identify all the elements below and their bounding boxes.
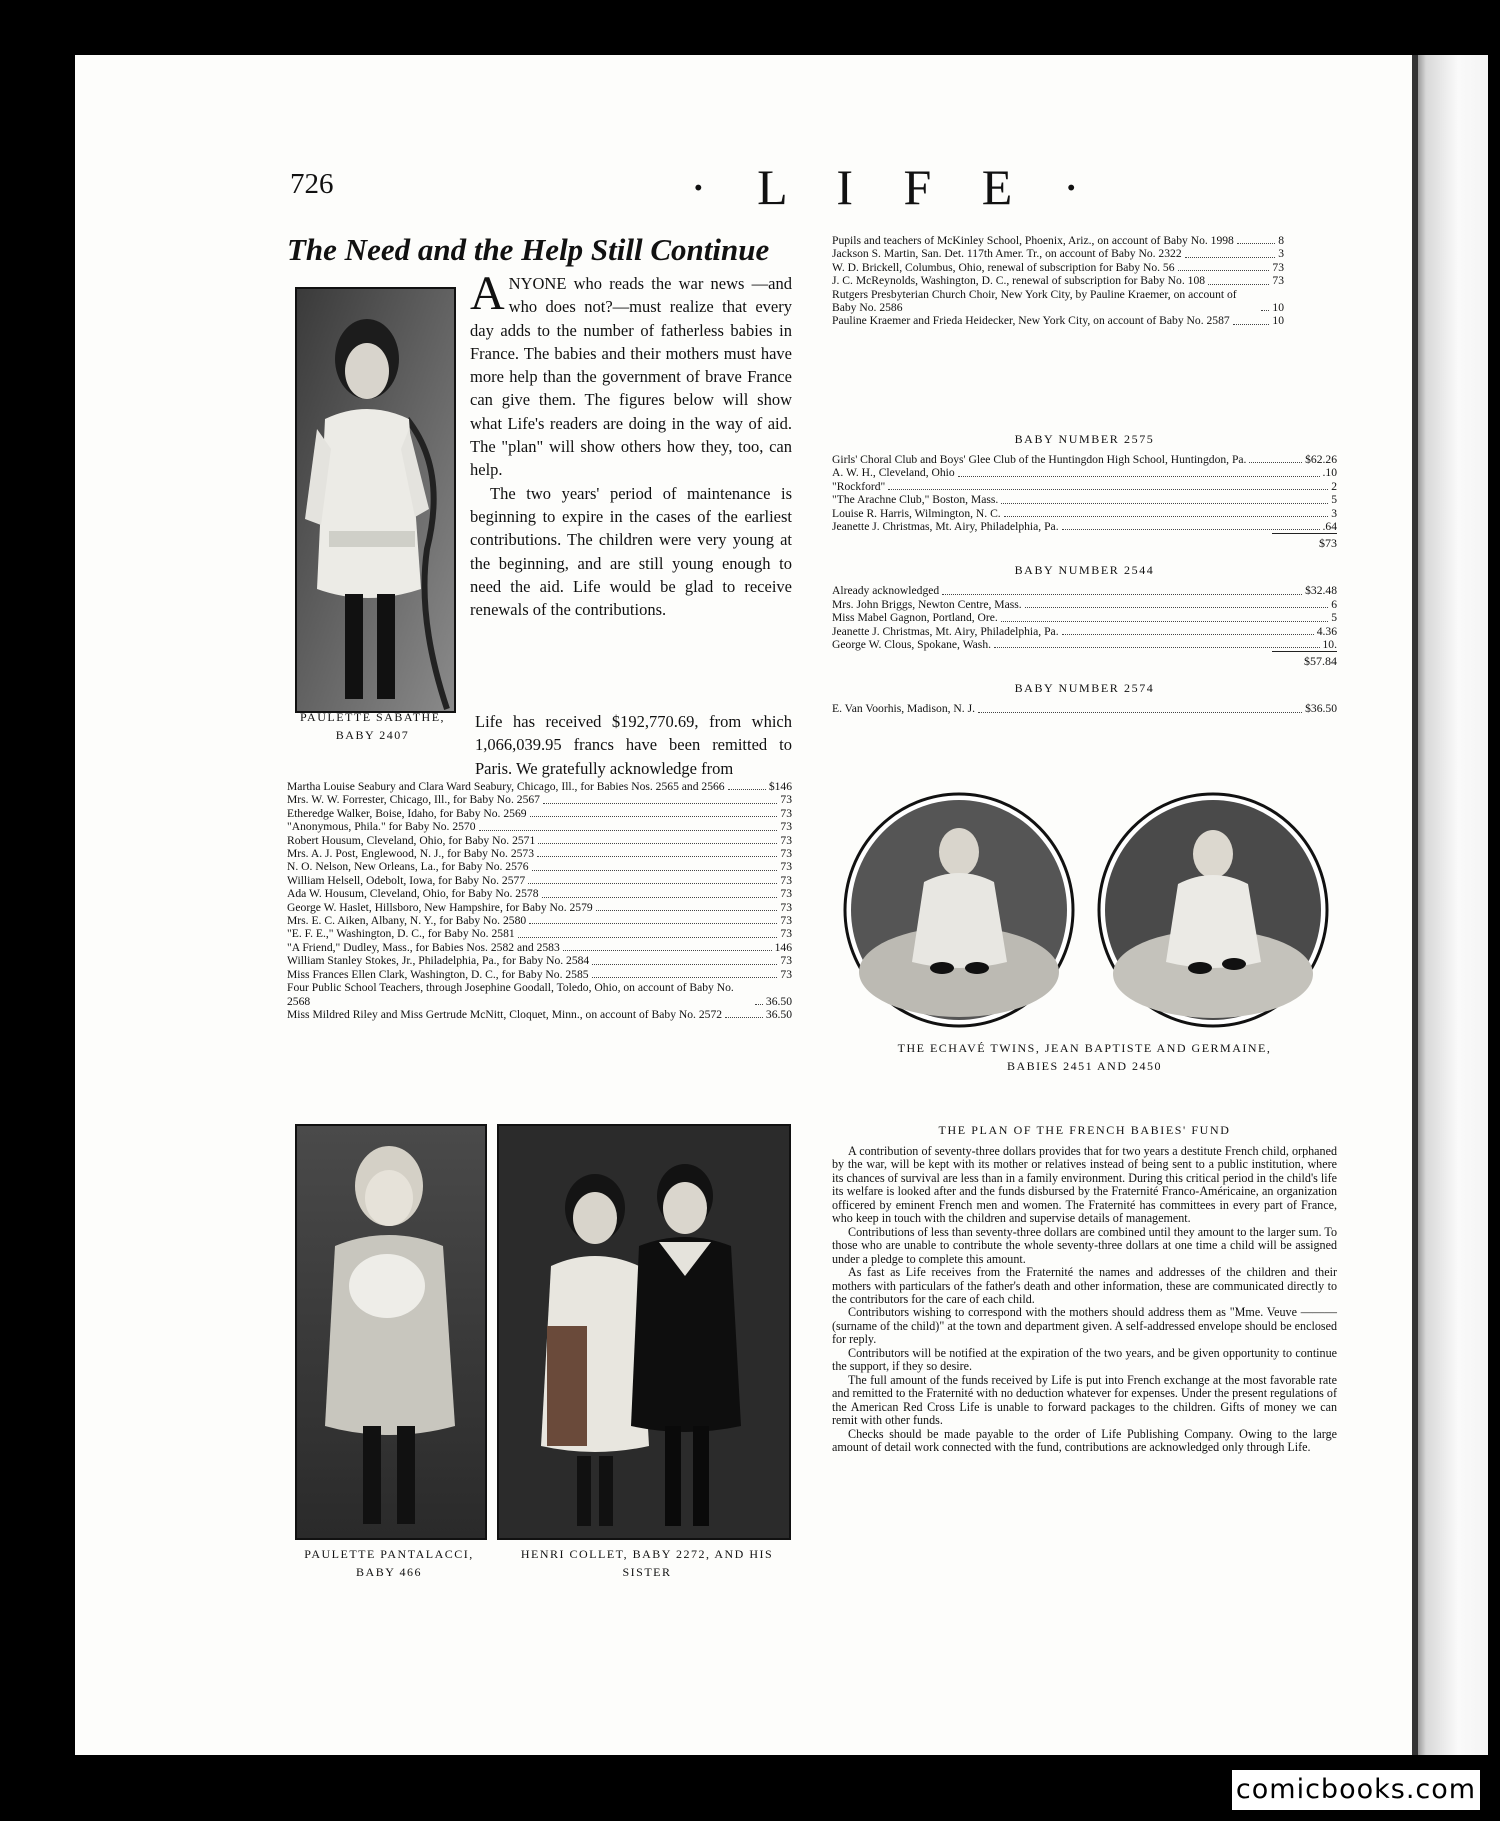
donation-amount: 73 <box>780 793 792 807</box>
dot-leader <box>592 964 777 965</box>
donor-name: E. Van Voorhis, Madison, N. J. <box>832 702 976 716</box>
donation-amount: $36.50 <box>1305 702 1337 716</box>
article-para-2: The two years' period of maintenance is beginning to expire in the cases of the earliest contributions. The children were very young at the beginning, and are still young enough to need the aid. Life would be glad to receive renewals of the contributions. <box>470 483 792 620</box>
donor-name: "Anonymous, Phila." for Baby No. 2570 <box>287 820 476 834</box>
donor-name: Jeanette J. Christmas, Mt. Airy, Philadelphia, Pa. <box>832 520 1059 534</box>
donation-amount: 73 <box>780 967 792 981</box>
donation-amount: 73 <box>780 887 792 901</box>
donor-name: George W. Haslet, Hillsboro, New Hampshire, for Baby No. 2579 <box>287 900 593 914</box>
dot-leader <box>942 594 1302 595</box>
donor-name: "A Friend," Dudley, Mass., for Babies Nos. 2582 and 2583 <box>287 940 560 954</box>
donor-name: Pupils and teachers of McKinley School, Phoenix, Ariz., on account of Baby No. 1998 <box>832 234 1234 247</box>
donor-name: Miss Mildred Riley and Miss Gertrude McNitt, Cloquet, Minn., on account of Baby No. 2572 <box>287 1007 723 1021</box>
dot-leader <box>1237 243 1275 244</box>
donor-name: "E. F. E.," Washington, D. C., for Baby No. 2581 <box>287 927 515 941</box>
donor-name: Jeanette J. Christmas, Mt. Airy, Philadelphia, Pa. <box>832 624 1059 638</box>
plan-paragraph: The full amount of the funds received by Life is put into French exchange at the most favorable rate and remitted to the Fraternité with no deduction whatever for expenses. Under the present regulations of the American Red Cross Life is unable to forward packages to the children. Gifts of money we can remit with other funds. <box>832 1372 1337 1428</box>
page-number: 726 <box>290 168 334 200</box>
baby-number-sections <box>832 432 1337 728</box>
donor-name: Mrs. E. C. Aiken, Albany, N. Y., for Baby No. 2580 <box>287 914 527 928</box>
dot-leader <box>1185 257 1276 258</box>
donation-amount: 73 <box>780 900 792 914</box>
list-item <box>832 507 1337 520</box>
list-item <box>287 941 792 954</box>
plan-paragraph: Checks should be made payable to the order of Life Publishing Company. Owing to the large amount of detail work connected with the fund, contributions are acknowledged only through Life. <box>832 1426 1337 1454</box>
dot-leader <box>529 923 777 924</box>
plan-paragraph: As fast as Life receives from the Fraternité the names and addresses of the children and their mothers with particulars of the father's death and other information, these are communicated directly to the contributors for the care of each child. <box>832 1265 1337 1306</box>
donor-name: Girls' Choral Club and Boys' Glee Club of the Huntingdon High School, Huntingdon, Pa. <box>832 453 1247 466</box>
dot-leader <box>725 1017 763 1018</box>
donor-name: Miss Mabel Gagnon, Portland, Ore. <box>832 611 998 625</box>
list-item <box>832 702 1337 715</box>
dot-leader <box>1004 516 1328 517</box>
list-item <box>832 466 1337 479</box>
donation-amount: $146 <box>768 780 792 793</box>
dot-leader <box>532 870 778 871</box>
baby-section-total: $57.84 <box>1272 651 1337 669</box>
list-item <box>287 807 792 820</box>
dot-leader <box>1249 462 1302 463</box>
donation-amount: 73 <box>780 914 792 928</box>
donation-amount: 73 <box>780 860 792 874</box>
list-item <box>832 611 1337 624</box>
baby-section-title: BABY NUMBER 2574 <box>1014 681 1155 696</box>
photo-echave-twin-left <box>842 792 1077 1029</box>
list-item <box>287 780 792 793</box>
caption-echave-twins: THE ECHAVÉ TWINS, JEAN BAPTISTE AND GERMAINE, BABIES 2451 AND 2450 <box>897 1041 1272 1073</box>
dot-leader <box>1025 607 1329 608</box>
donor-name: Mrs. W. W. Forrester, Chicago, Ill., for Baby No. 2567 <box>287 793 540 807</box>
dot-leader <box>728 789 766 790</box>
list-item <box>832 274 1284 287</box>
donation-amount: $32.48 <box>1305 584 1337 598</box>
list-item <box>287 847 792 860</box>
donation-amount: 73 <box>780 833 792 847</box>
donor-name: Louise R. Harris, Wilmington, N. C. <box>832 506 1001 520</box>
donation-amount: 36.50 <box>765 994 792 1008</box>
donation-amount: 5 <box>1331 611 1337 625</box>
photo-paulette-sabathe <box>295 287 456 713</box>
donor-name: Already acknowledged <box>832 584 940 598</box>
donor-name: Martha Louise Seabury and Clara Ward Seabury, Chicago, Ill., for Babies Nos. 2565 and 2566 <box>287 780 725 793</box>
facing-page-edge <box>1418 55 1488 1755</box>
list-item <box>287 914 792 927</box>
plan-paragraph: Contributors will be notified at the expiration of the two years, and be given opportunity to continue the support, if they so desire. <box>832 1345 1337 1374</box>
dot-leader <box>530 816 778 817</box>
dot-leader <box>518 937 778 938</box>
baby-section-total: $73 <box>1272 533 1337 551</box>
donation-amount: 73 <box>780 820 792 834</box>
dot-leader <box>538 843 777 844</box>
dot-leader <box>537 856 777 857</box>
donor-name: J. C. McReynolds, Washington, D. C., renewal of subscription for Baby No. 108 <box>832 274 1206 288</box>
donation-amount: 73 <box>1272 260 1284 274</box>
donor-name: George W. Clous, Spokane, Wash. <box>832 638 992 652</box>
baby-section <box>832 563 1337 669</box>
photo-paulette-pantalacci <box>295 1124 487 1540</box>
donation-amount: 73 <box>780 927 792 941</box>
donation-amount: $62.26 <box>1305 453 1337 466</box>
baby-section-title: BABY NUMBER 2544 <box>1014 563 1155 578</box>
photo-henri-collet <box>497 1124 791 1540</box>
caption-paulette-sabathe: PAULETTE SABATHÉ, BABY 2407 <box>299 710 446 742</box>
donation-amount: 3 <box>1278 247 1284 261</box>
baby-section <box>832 432 1337 551</box>
photo-echave-twin-right <box>1096 792 1331 1029</box>
list-item <box>287 834 792 847</box>
donation-amount: 4.36 <box>1316 624 1337 638</box>
dot-leader <box>528 883 777 884</box>
dot-leader <box>596 910 778 911</box>
dot-leader <box>958 476 1320 477</box>
dot-leader <box>755 1004 763 1005</box>
donor-name: Jackson S. Martin, San. Det. 117th Amer. Tr., on account of Baby No. 2322 <box>832 247 1182 261</box>
donation-amount: 73 <box>780 806 792 820</box>
list-item <box>287 901 792 914</box>
donation-amount: .10 <box>1322 466 1337 480</box>
donation-amount: 146 <box>774 940 792 954</box>
dot-leader <box>1062 529 1320 530</box>
donor-name: Rutgers Presbyterian Church Choir, New York City, by Pauline Kraemer, on account of Baby No. 2586 <box>832 287 1237 315</box>
list-item <box>832 598 1337 611</box>
donor-name: W. D. Brickell, Columbus, Ohio, renewal of subscription for Baby No. 56 <box>832 260 1175 274</box>
dot-leader <box>978 712 1302 713</box>
list-item <box>832 493 1337 506</box>
plan-body <box>832 1145 1337 1454</box>
dot-leader <box>1208 284 1269 285</box>
donation-amount: 10 <box>1272 301 1284 315</box>
dot-leader <box>1001 621 1328 622</box>
baby-section-title: BABY NUMBER 2575 <box>1014 432 1155 446</box>
dot-leader <box>1178 270 1270 271</box>
list-item <box>832 480 1337 493</box>
donor-name: Robert Housum, Cleveland, Ohio, for Baby No. 2571 <box>287 833 536 847</box>
donor-name: Miss Frances Ellen Clark, Washington, D. C., for Baby No. 2585 <box>287 967 589 981</box>
donor-name: Pauline Kraemer and Frieda Heidecker, New York City, on account of Baby No. 2587 <box>832 314 1230 328</box>
dot-leader <box>543 803 777 804</box>
list-item <box>832 234 1284 247</box>
drop-cap: A <box>470 267 505 320</box>
donor-name: Mrs. A. J. Post, Englewood, N. J., for Baby No. 2573 <box>287 847 535 861</box>
dot-leader <box>1261 310 1269 311</box>
donation-amount: 5 <box>1331 493 1337 507</box>
list-item <box>287 820 792 833</box>
dot-leader <box>888 489 1328 490</box>
plan-paragraph: Contributions of less than seventy-three dollars are combined until they amount to the larger sum. To those who are unable to contribute the whole seventy-three dollars at one time a child will be assigned under a pledge to complete this amount. <box>832 1224 1337 1266</box>
caption-henri-collet: HENRI COLLET, BABY 2272, AND HIS SISTER <box>520 1547 774 1579</box>
list-item <box>287 887 792 900</box>
list-item <box>832 314 1284 327</box>
donor-name: "The Arachne Club," Boston, Mass. <box>832 493 999 507</box>
donor-name: Ada W. Housum, Cleveland, Ohio, for Baby No. 2578 <box>287 887 539 901</box>
list-item <box>287 874 792 887</box>
baby-section-list <box>832 702 1337 715</box>
donation-amount: 3 <box>1331 506 1337 520</box>
list-item <box>287 793 792 806</box>
dot-leader <box>479 830 778 831</box>
caption-paulette-pantalacci: PAULETTE PANTALACCI, BABY 466 <box>304 1547 474 1579</box>
list-item <box>832 520 1337 533</box>
plan-paragraph: A contribution of seventy-three dollars provides that for two years a destitute French child, orphaned by the war, will be kept with its mother or relatives instead of being sent to a public institution, where its chances of survival are less than in a family environment. During this critical period in the child's life its welfare is looked after and the funds disbursed by the Fraternité Franco-Américaine, an organization officered by eminent French men and women. The Fraternité has committees in every part of France, who keep in touch with the children and supervise details of management. <box>832 1144 1337 1226</box>
dot-leader <box>994 647 1319 648</box>
watermark-logo: comicbooks.com <box>1230 1768 1482 1812</box>
donation-amount: 6 <box>1331 597 1337 611</box>
plan-title: THE PLAN OF THE FRENCH BABIES' FUND <box>938 1123 1231 1137</box>
donor-name: "Rockford" <box>832 479 886 493</box>
list-item <box>832 247 1284 260</box>
donor-name: Mrs. John Briggs, Newton Centre, Mass. <box>832 597 1022 611</box>
list-item <box>832 584 1337 597</box>
donor-name: Four Public School Teachers, through Josephine Goodall, Toledo, Ohio, on account of Baby No. 2568 <box>287 981 734 1008</box>
donation-amount: 10 <box>1272 314 1284 328</box>
list-item <box>832 453 1337 466</box>
list-item <box>287 860 792 873</box>
list-item <box>832 625 1337 638</box>
donor-list-right <box>832 234 1284 328</box>
donation-amount: .64 <box>1322 520 1337 534</box>
article-body-column <box>470 267 792 621</box>
dot-leader <box>542 897 778 898</box>
donor-name: William Helsell, Odebolt, Iowa, for Baby No. 2577 <box>287 873 526 887</box>
donation-amount: 73 <box>780 847 792 861</box>
donor-name: N. O. Nelson, New Orleans, La., for Baby No. 2576 <box>287 860 529 874</box>
list-item <box>287 968 792 981</box>
list-item <box>287 954 792 967</box>
donation-amount: 36.50 <box>765 1007 792 1021</box>
list-item <box>287 927 792 940</box>
list-item <box>832 261 1284 274</box>
dot-leader <box>592 977 778 978</box>
article-intro: ANYONE who reads the war news —and who does not?—must realize that every day adds to the number of fatherless babies in France. The babies and their mothers must have more help than the government of brave France can give them. The figures below will show what Life's readers are doing in the way of aid. The "plan" will show others how they, too, can help. <box>470 267 792 480</box>
donation-amount: 8 <box>1278 234 1284 247</box>
list-item <box>287 981 792 1008</box>
donation-amount: 2 <box>1331 479 1337 493</box>
donor-name: A. W. H., Cleveland, Ohio <box>832 466 955 480</box>
list-item <box>832 638 1337 651</box>
plan-paragraph: Contributors wishing to correspond with the mothers should address them as "Mme. Veuve ——— (surname of the child)" at the town and department given. A self-addressed envelope should be enclosed for reply. <box>832 1305 1337 1347</box>
donor-name: William Stanley Stokes, Jr., Philadelphia, Pa., for Baby No. 2584 <box>287 954 590 968</box>
dot-leader <box>1001 503 1328 504</box>
donation-amount: 73 <box>780 954 792 968</box>
dot-leader <box>1062 634 1314 635</box>
list-item <box>832 288 1284 315</box>
donor-name: Etheredge Walker, Boise, Idaho, for Baby No. 2569 <box>287 806 527 820</box>
article-para-3: Life has received $192,770.69, from which 1,066,039.95 francs have been remitted to Paris. We gratefully acknowledge from <box>475 712 792 778</box>
baby-section <box>832 681 1337 715</box>
list-item <box>287 1008 792 1021</box>
dot-leader <box>1233 324 1270 325</box>
baby-section-list <box>832 453 1337 533</box>
dot-leader <box>563 950 772 951</box>
baby-section-list <box>832 584 1337 651</box>
donor-list-left <box>287 780 792 1021</box>
donation-amount: 73 <box>1272 274 1284 288</box>
article-headline: The Need and the Help Still Continue <box>287 232 770 267</box>
donation-amount: 73 <box>780 873 792 887</box>
donation-amount: 10. <box>1322 638 1337 652</box>
running-head: · L I F E · <box>690 159 1099 215</box>
